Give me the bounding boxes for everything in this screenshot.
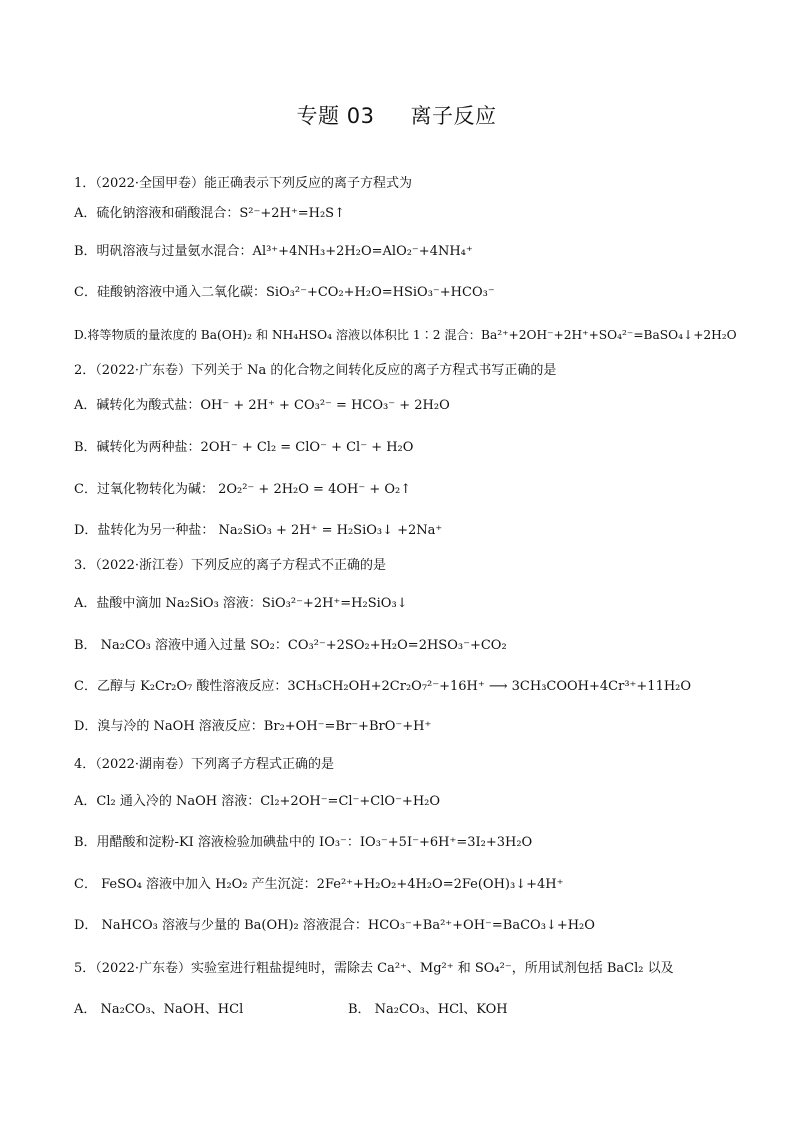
question-3-option-c: C．乙醇与 K₂Cr₂O₇ 酸性溶液反应：3CH₃CH₂OH+2Cr₂O₇²⁻+16H⁺ ⟶ 3CH₃COOH+4Cr³⁺+11H₂O [74,679,692,694]
question-1-option-c: C．硅酸钠溶液中通入二氧化碳：SiO₃²⁻+CO₂+H₂O=HSiO₃⁻+HCO₃⁻ [74,285,495,300]
question-2-option-b: B．碱转化为两种盐：2OH⁻ + Cl₂ = ClO⁻ + Cl⁻ + H₂O [74,440,414,455]
question-4-option-a: A．Cl₂ 通入冷的 NaOH 溶液：Cl₂+2OH⁻=Cl⁻+ClO⁻+H₂O [74,794,441,809]
question-2-option-a: A．碱转化为酸式盐：OH⁻ + 2H⁺ + CO₃²⁻ = HCO₃⁻ + 2H₂O [74,398,450,413]
title-prefix: 专题 03 [296,104,375,128]
question-3-option-b: B． Na₂CO₃ 溶液中通入过量 SO₂：CO₃²⁻+2SO₂+H₂O=2HSO₃⁻+CO₂ [74,638,507,653]
question-4-option-d: D． NaHCO₃ 溶液与少量的 Ba(OH)₂ 溶液混合：HCO₃⁻+Ba²⁺+OH⁻=BaCO₃↓+H₂O [74,918,595,933]
question-1-option-d: D.将等物质的量浓度的 Ba(OH)₂ 和 NH₄HSO₄ 溶液以体积比 1∶2 混合：Ba²⁺+2OH⁻+2H⁺+SO₄²⁻=BaSO₄↓+2H₂O [74,328,737,342]
question-1-stem: 1．（2022·全国甲卷）能正确表示下列反应的离子方程式为 [74,176,412,191]
question-3-option-a: A．盐酸中滴加 Na₂SiO₃ 溶液：SiO₃²⁻+2H⁺=H₂SiO₃↓ [74,596,408,611]
question-1-option-b: B．明矾溶液与过量氨水混合：Al³⁺+4NH₃+2H₂O=AlO₂⁻+4NH₄⁺ [74,244,473,259]
page-title [0,100,793,130]
question-4-stem: 4．（2022·湖南卷）下列离子方程式正确的是 [74,757,334,772]
question-4-option-c: C． FeSO₄ 溶液中加入 H₂O₂ 产生沉淀：2Fe²⁺+H₂O₂+4H₂O=2Fe(OH)₃↓+4H⁺ [74,877,564,892]
question-3-option-d: D．溴与冷的 NaOH 溶液反应：Br₂+OH⁻=Br⁻+BrO⁻+H⁺ [74,719,432,734]
title-main: 离子反应 [410,104,497,128]
question-2-option-d: D．盐转化为另一种盐： Na₂SiO₃ + 2H⁺ = H₂SiO₃↓ +2Na⁺ [74,523,443,538]
question-1-option-a: A．硫化钠溶液和硝酸混合：S²⁻+2H⁺=H₂S↑ [74,206,345,221]
question-2-option-c: C．过氧化物转化为碱： 2O₂²⁻ + 2H₂O = 4OH⁻ + O₂↑ [74,482,412,497]
question-4-option-b: B．用醋酸和淀粉-KI 溶液检验加碘盐中的 IO₃⁻：IO₃⁻+5I⁻+6H⁺=3I₂+3H₂O [74,835,533,850]
question-5-stem: 5．（2022·广东卷）实验室进行粗盐提纯时，需除去 Ca²⁺、Mg²⁺ 和 SO₄²⁻，所用试剂包括 BaCl₂ 以及 [74,961,674,976]
question-2-stem: 2．（2022·广东卷）下列关于 Na 的化合物之间转化反应的离子方程式书写正确的是 [74,363,557,378]
question-5-option-a: A． Na₂CO₃、NaOH、HCl [74,1002,244,1017]
question-3-stem: 3．（2022·浙江卷）下列反应的离子方程式不正确的是 [74,558,386,573]
question-5-option-b: B． Na₂CO₃、HCl、KOH [348,1002,508,1017]
